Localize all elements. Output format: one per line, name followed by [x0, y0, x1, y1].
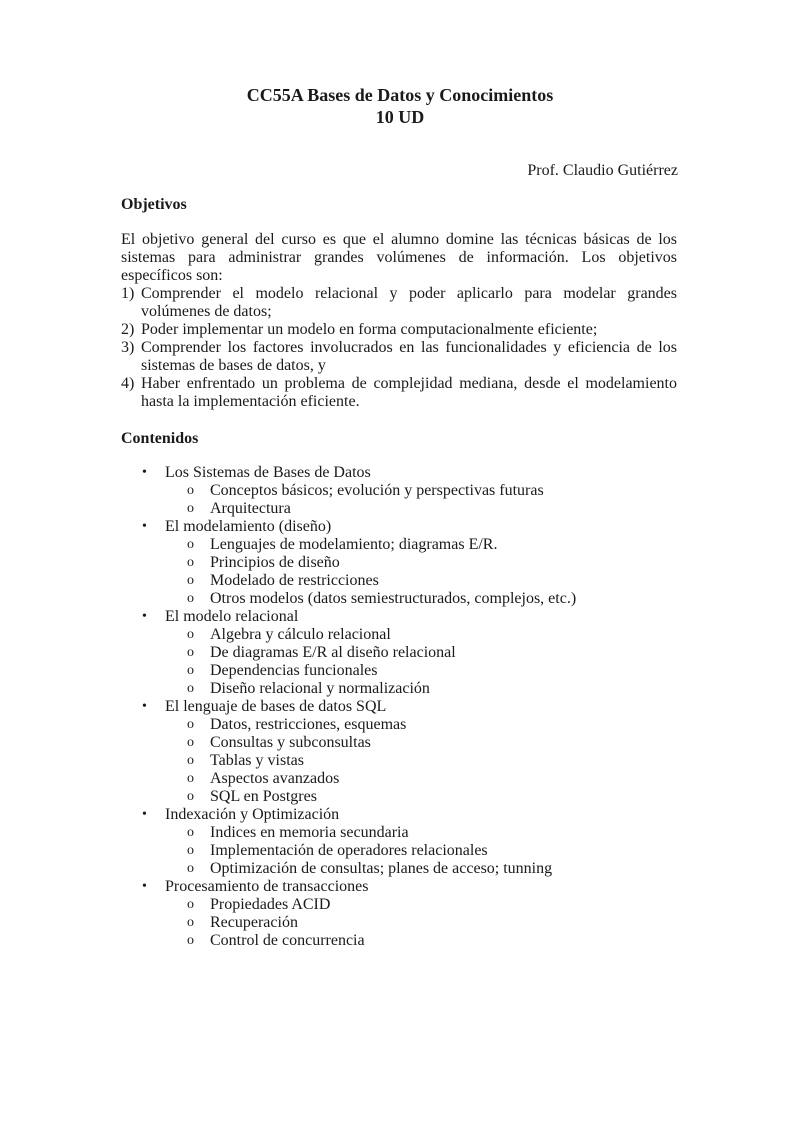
circle-bullet-icon: o [187, 573, 194, 588]
contenido-subitem [165, 932, 681, 950]
contenido-subitem-text: Modelado de restricciones [210, 572, 379, 589]
objetivo-item [121, 339, 677, 375]
objetivos-section [121, 231, 677, 411]
objetivos-heading: Objetivos [121, 196, 187, 213]
contenido-subitem-text: Principios de diseño [210, 554, 340, 571]
contenido-subitem-text: Propiedades ACID [210, 896, 331, 913]
bullet-icon: • [142, 465, 147, 480]
contenido-subitem-text: Arquitectura [210, 500, 291, 517]
contenido-section [121, 698, 681, 806]
contenido-subitem [165, 482, 681, 500]
circle-bullet-icon: o [187, 861, 194, 876]
circle-bullet-icon: o [187, 591, 194, 606]
contenido-subitem-text: Consultas y subconsultas [210, 734, 371, 751]
contenidos-list [121, 464, 681, 950]
contenido-section-title: El modelamiento (diseño) [165, 518, 332, 535]
bullet-icon: • [142, 609, 147, 624]
contenido-subitem [165, 644, 681, 662]
contenido-sublist [165, 896, 681, 950]
contenido-subitem-text: Tablas y vistas [210, 752, 304, 769]
contenido-section-title: Indexación y Optimización [165, 806, 340, 823]
contenido-subitem-text: De diagramas E/R al diseño relacional [210, 644, 456, 661]
contenido-subitem [165, 896, 681, 914]
contenido-section [121, 464, 681, 518]
contenido-subitem-text: SQL en Postgres [210, 788, 317, 805]
circle-bullet-icon: o [187, 843, 194, 858]
contenido-section [121, 806, 681, 878]
contenido-subitem-text: Lenguajes de modelamiento; diagramas E/R. [210, 536, 498, 553]
contenido-subitem [165, 662, 681, 680]
bullet-icon: • [142, 807, 147, 822]
course-title: CC55A Bases de Datos y Conocimientos [246, 85, 554, 105]
objetivo-text: Comprender los factores involucrados en las funcionalidades y eficiencia de los sistemas de bases de datos, y [141, 339, 677, 374]
objetivo-text: Comprender el modelo relacional y poder aplicarlo para modelar grandes volúmenes de datos; [141, 285, 677, 320]
circle-bullet-icon: o [187, 555, 194, 570]
objetivos-list [121, 285, 677, 411]
contenidos-section [121, 464, 681, 950]
contenido-subitem [165, 788, 681, 806]
contenido-subitem-text: Optimización de consultas; planes de acceso; tunning [210, 860, 553, 877]
contenido-subitem [165, 554, 681, 572]
circle-bullet-icon: o [187, 933, 194, 948]
circle-bullet-icon: o [187, 789, 194, 804]
contenido-subitem [165, 500, 681, 518]
contenido-subitem-text: Algebra y cálculo relacional [210, 626, 391, 643]
circle-bullet-icon: o [187, 483, 194, 498]
objetivo-item [121, 321, 677, 339]
contenido-subitem [165, 824, 681, 842]
circle-bullet-icon: o [187, 717, 194, 732]
contenido-subitem-text: Diseño relacional y normalización [210, 680, 430, 697]
contenido-subitem [165, 590, 681, 608]
contenido-subitem [165, 536, 681, 554]
contenido-subitem-text: Datos, restricciones, esquemas [210, 716, 407, 733]
contenido-subitem [165, 842, 681, 860]
contenido-section-title: El lenguaje de bases de datos SQL [165, 698, 387, 715]
contenido-sublist [165, 536, 681, 608]
objetivo-text: Poder implementar un modelo en forma computacionalmente eficiente; [141, 321, 598, 338]
contenido-subitem [165, 860, 681, 878]
contenido-sublist [165, 824, 681, 878]
contenido-section [121, 878, 681, 950]
contenido-subitem [165, 572, 681, 590]
contenido-subitem [165, 680, 681, 698]
contenido-subitem-text: Otros modelos (datos semiestructurados, complejos, etc.) [210, 590, 577, 607]
contenidos-heading: Contenidos [121, 430, 199, 447]
contenido-subitem-text: Conceptos básicos; evolución y perspectivas futuras [210, 482, 544, 499]
contenido-subitem-text: Recuperación [210, 914, 298, 931]
circle-bullet-icon: o [187, 645, 194, 660]
circle-bullet-icon: o [187, 735, 194, 750]
objetivo-number: 2) [121, 321, 135, 338]
contenido-subitem-text: Implementación de operadores relacionales [210, 842, 488, 859]
contenido-subitem [165, 770, 681, 788]
contenido-section-title: Procesamiento de transacciones [165, 878, 369, 895]
contenido-subitem [165, 734, 681, 752]
contenido-subitem [165, 914, 681, 932]
objetivo-number: 4) [121, 375, 135, 392]
circle-bullet-icon: o [187, 681, 194, 696]
bullet-icon: • [142, 699, 147, 714]
contenido-subitem-text: Dependencias funcionales [210, 662, 378, 679]
circle-bullet-icon: o [187, 897, 194, 912]
professor-name: Prof. Claudio Gutiérrez [527, 162, 678, 179]
course-credits: 10 UD [375, 107, 425, 127]
circle-bullet-icon: o [187, 537, 194, 552]
objetivo-item [121, 285, 677, 321]
circle-bullet-icon: o [187, 627, 194, 642]
contenido-section [121, 608, 681, 698]
objetivos-intro: El objetivo general del curso es que el alumno domine las técnicas básicas de los sistemas para administrar grandes volúmenes de información. Los objetivos específicos son: [121, 231, 677, 284]
contenido-sublist [165, 626, 681, 698]
contenido-section [121, 518, 681, 608]
circle-bullet-icon: o [187, 663, 194, 678]
objetivo-item [121, 375, 677, 411]
contenido-subitem [165, 626, 681, 644]
contenido-subitem-text: Indices en memoria secundaria [210, 824, 409, 841]
contenido-sublist [165, 482, 681, 518]
circle-bullet-icon: o [187, 915, 194, 930]
contenido-section-title: Los Sistemas de Bases de Datos [165, 464, 371, 481]
objetivo-number: 3) [121, 339, 135, 356]
circle-bullet-icon: o [187, 501, 194, 516]
circle-bullet-icon: o [187, 753, 194, 768]
objetivo-number: 1) [121, 285, 135, 302]
contenido-section-title: El modelo relacional [165, 608, 299, 625]
contenido-sublist [165, 716, 681, 806]
contenido-subitem-text: Aspectos avanzados [210, 770, 340, 787]
bullet-icon: • [142, 519, 147, 534]
contenido-subitem [165, 716, 681, 734]
circle-bullet-icon: o [187, 771, 194, 786]
contenido-subitem [165, 752, 681, 770]
bullet-icon: • [142, 879, 147, 894]
contenido-subitem-text: Control de concurrencia [210, 932, 365, 949]
objetivo-text: Haber enfrentado un problema de complejidad mediana, desde el modelamiento hasta la implementación eficiente. [141, 375, 677, 410]
circle-bullet-icon: o [187, 825, 194, 840]
